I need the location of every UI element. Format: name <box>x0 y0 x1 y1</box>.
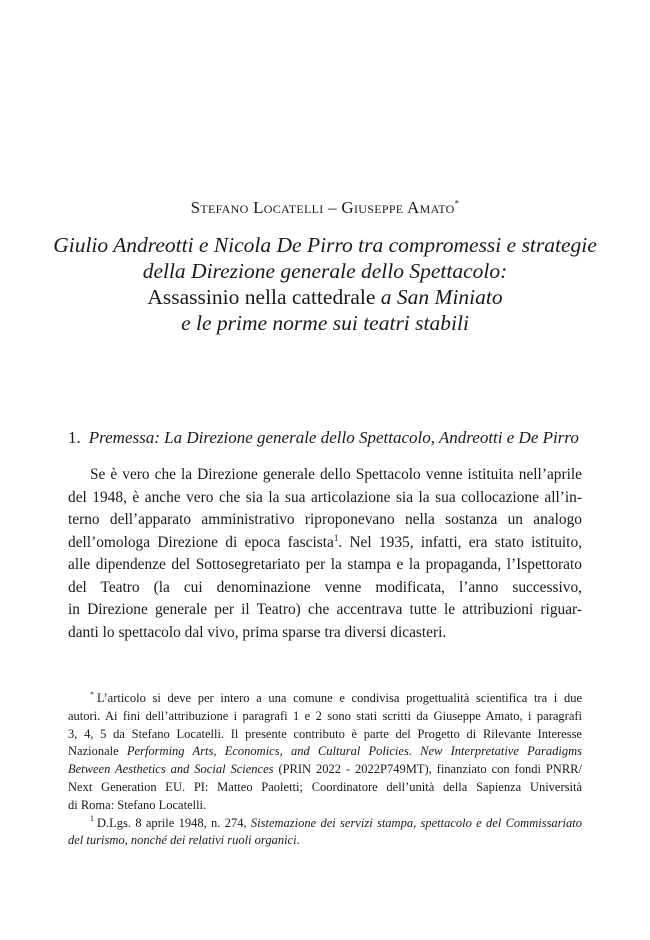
author-line <box>0 198 650 218</box>
footnotes <box>68 690 582 850</box>
body-line <box>68 532 582 555</box>
footnote-star-marker: * <box>90 689 94 699</box>
footnote-text: (PRIN 2022 - 2022P749MT), finanziato con fondi PNRR/ <box>273 762 582 777</box>
decree-title: Sistemazione dei servizi stampa, spettacolo e del Commissariato <box>250 815 582 830</box>
footnote-line <box>68 690 582 708</box>
footnote-line <box>68 761 582 779</box>
footnote-line: 3, 4, 5 da Stefano Locatelli. Il presente contributo è parte del Progetto di Rilevante Interesse <box>68 726 582 741</box>
body-line: Se è vero che la Direzione generale dello Spettacolo venne istituita nell’aprile <box>90 466 582 483</box>
footnote-line <box>68 743 582 761</box>
footnote-line: Next Generation EU. PI: Matteo Paoletti; Coordinatore dell’unità della Sapienza Università <box>68 779 582 794</box>
body-line: alle dipendenze del Sottosegretariato per la stampa e la propaganda, l’Ispettorato <box>68 556 582 573</box>
footnote-text: L’articolo si deve per intero a una comune e condivisa progettualità scientifica tra i due <box>97 691 582 705</box>
project-title: Performing Arts, Economics, and Cultural Policies. New Interpretative Paradigms <box>126 744 582 759</box>
title-place: a San Miniato <box>375 285 503 309</box>
footnote-line <box>68 832 582 850</box>
section-number: 1. <box>68 428 81 447</box>
body-paragraph <box>68 464 582 644</box>
title-line-2: della Direzione generale dello Spettacolo: <box>142 259 508 283</box>
body-line: in Direzione generale per il Teatro) che accentrava tutte le attribuzioni riguar- <box>68 601 582 618</box>
article-title <box>40 232 610 336</box>
title-line-3 <box>40 284 610 310</box>
title-line-1: Giulio Andreotti e Nicola De Pirro tra compromessi e strategie <box>53 233 597 257</box>
footnote-1-marker: 1 <box>90 814 94 824</box>
decree-title: del turismo, nonché dei relativi ruoli organici <box>68 833 297 848</box>
title-play-name: Assassinio nella cattedrale <box>147 285 376 309</box>
body-line: danti lo spettacolo dal vivo, prima sparse tra diversi dicasteri. <box>68 623 447 641</box>
footnote-line <box>68 815 582 833</box>
footnote-text: D.Lgs. 8 aprile 1948, n. 274, <box>97 815 251 830</box>
body-line: del Teatro (la cui denominazione venne modificata, l’anno successivo, <box>68 578 582 596</box>
footnote-ref-1[interactable]: 1 <box>333 532 339 543</box>
body-line: terno dell’apparato amministrativo riproponevano nella sostanza un analogo <box>68 511 582 528</box>
section-title: Premessa: La Direzione generale dello Spettacolo, Andreotti e De Pirro <box>88 428 579 447</box>
authors-text: Stefano Locatelli – Giuseppe Amato <box>190 198 455 217</box>
author-footnote-marker: * <box>454 198 460 209</box>
body-text-segment: . Nel 1935, infatti, era stato istituito, <box>338 533 582 551</box>
project-title: Between Aesthetics and Social Sciences <box>68 762 274 777</box>
footnote-text: . <box>296 833 300 848</box>
body-line: del 1948, è anche vero che sia la sua articolazione sia la sua collocazione all’in- <box>68 488 582 506</box>
footnote-line: autori. Ai fini dell’attribuzione i paragrafi 1 e 2 sono stati scritti da Giuseppe Amato, i paragrafi <box>68 708 582 723</box>
section-heading <box>68 428 598 448</box>
title-line-4: e le prime norme sui teatri stabili <box>181 311 469 335</box>
footnote-text: Nazionale <box>68 744 127 759</box>
body-text-segment: dell’omologa Direzione di epoca fascista <box>68 533 334 551</box>
footnote-line: di Roma: Stefano Locatelli. <box>68 797 207 812</box>
